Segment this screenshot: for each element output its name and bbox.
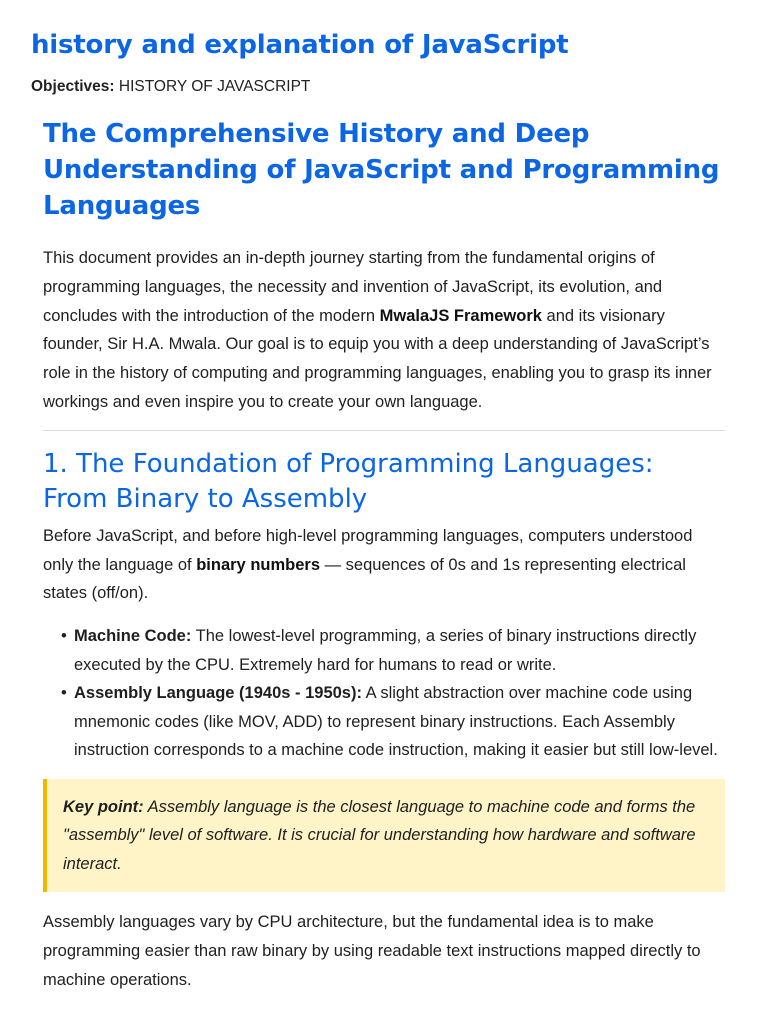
callout-label: Key point: xyxy=(63,797,144,816)
section-divider xyxy=(43,430,725,431)
bullet-text: The lowest-level programming, a series of binary instructions directly executed by the CPU. Extremely hard for humans to read or write. xyxy=(74,627,697,674)
section-1-intro-end: — sequences of 0s and 1s representing electrical states (off/on). xyxy=(43,555,686,603)
key-point-callout xyxy=(43,779,725,893)
intro-text-end: and its visionary founder, Sir H.A. Mwala. Our goal is to equip you with a deep understanding of JavaScript’s role in the history of computing and programming languages, enabling you to grasp its inner workings and even inspire you to create your own language. xyxy=(43,306,712,411)
document-content xyxy=(43,116,725,995)
main-heading: The Comprehensive History and Deep Understanding of JavaScript and Programming Languages xyxy=(43,119,720,221)
intro-paragraph xyxy=(43,244,725,417)
bullet-term: Machine Code: xyxy=(74,627,192,646)
closing-paragraph: Assembly languages vary by CPU architecture, but the fundamental idea is to make programming easier than raw binary by using readable text instructions mapped directly to machine operations. xyxy=(43,913,701,989)
section-1-bullet-list xyxy=(43,622,725,765)
intro-framework-name: MwalaJS Framework xyxy=(379,306,542,325)
objectives-value: HISTORY OF JAVASCRIPT xyxy=(118,78,311,95)
section-1-intro-bold: binary numbers xyxy=(196,555,321,574)
bullet-symbol: • xyxy=(61,627,67,646)
bullet-symbol: • xyxy=(61,684,67,703)
document-title: history and explanation of JavaScript xyxy=(31,30,569,60)
objectives-line xyxy=(31,78,310,96)
bullet-term: Assembly Language (1940s - 1950s): xyxy=(74,684,362,703)
section-1-intro xyxy=(43,522,725,608)
bullet-text: A slight abstraction over machine code using mnemonic codes (like MOV, ADD) to represent binary instructions. Each Assembly instruction corresponds to a machine code instruction, making it easier but still low-level. xyxy=(74,684,718,760)
section-1-heading: 1. The Foundation of Programming Languages: From Binary to Assembly xyxy=(43,448,654,514)
objectives-label: Objectives: xyxy=(31,78,115,95)
bullet-assembly-language xyxy=(43,679,725,765)
section-1-intro-start: Before JavaScript, and before high-level programming languages, computers understood only the language of xyxy=(43,526,693,574)
intro-text-start: This document provides an in-depth journey starting from the fundamental origins of programming languages, the necessity and invention of JavaScript, its evolution, and concludes with the introduction of the modern xyxy=(43,249,663,325)
callout-text: Assembly language is the closest language to machine code and forms the "assembly" level of software. It is crucial for understanding how hardware and software interact. xyxy=(63,797,696,873)
bullet-machine-code xyxy=(43,622,725,679)
